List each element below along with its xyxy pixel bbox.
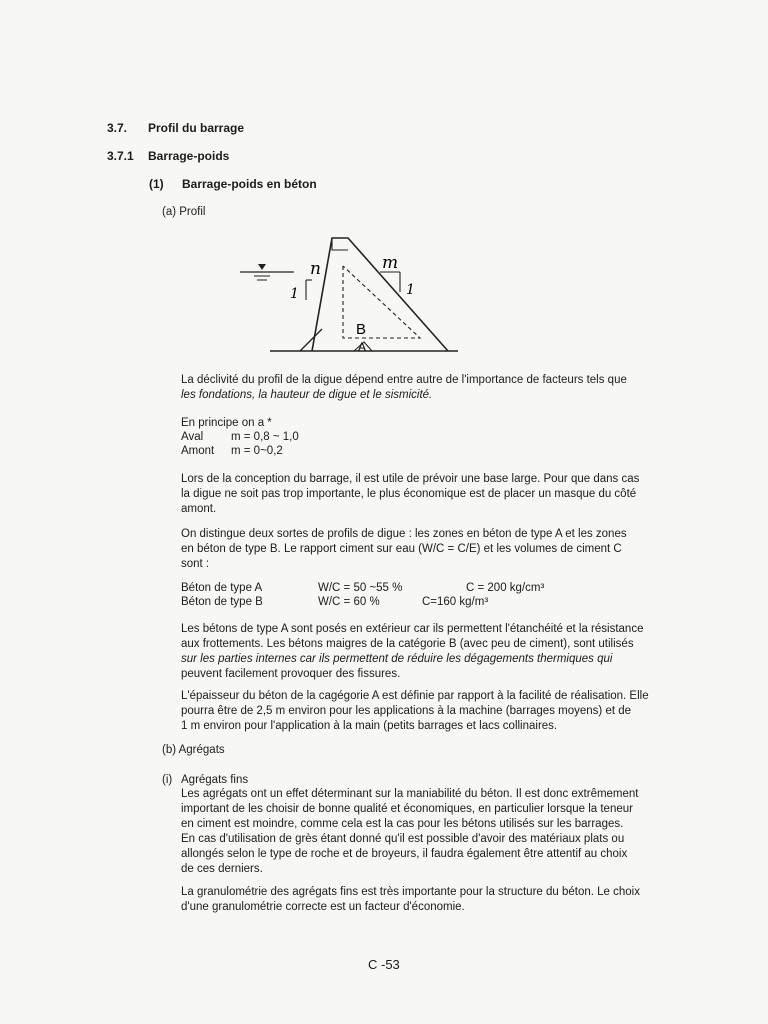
label-n: n bbox=[310, 259, 321, 279]
subsection-1-title: Barrage-poids en béton bbox=[182, 177, 317, 191]
principe-amont-value: m = 0~0,2 bbox=[231, 445, 283, 457]
beton-b-type: Béton de type B bbox=[181, 596, 263, 608]
paragraph-betons: Les bétons de type A sont posés en extérieur car ils permettent l'étanchéité et la résistance aux frottements. Les bétons maigres de la catégorie B (avec peu de ciment), sont utilisés sur les parties internes car ils permettent de réduire les dégagements thermiques qui peuvent facilement provoquer des fissures. bbox=[181, 623, 644, 680]
beton-a-type: Béton de type A bbox=[181, 582, 263, 594]
paragraph-conception: Lors de la conception du barrage, il est utile de prévoir une base large. Pour que dans cas la digue ne soit pas trop importante, le plus économique est de placer un masque du côté amont. bbox=[181, 473, 640, 515]
paragraph-agregats: Les agrégats ont un effet déterminant sur la maniabilité du béton. Il est donc extrêmement important de les choisir de bonne qualité et économiques, en particulier lorsque la teneur en ciment est moindre, comme cela est la cas pour les bétons utilisés sur les barrages. En cas d'utilisation de grès étant donné qu'il est possible d'avoir des matériaux plats ou allongés selon le type de roche et de broyeurs, il faudra également être attentif au choix de ces derniers. bbox=[181, 788, 639, 875]
page-number: C -53 bbox=[368, 957, 400, 972]
item-b-agregats: (b) Agrégats bbox=[162, 744, 225, 756]
paragraph-epaisseur: L'épaisseur du béton de la cagégorie A est définie par rapport à la facilité de réalisation. Elle pourra être de 2,5 m environ pour les applications à la machine (barrages moyens) et de 1 m environ pour l'application à la main (petits barrages et lacs collinaires. bbox=[181, 690, 649, 732]
section-3-7-title: Profil du barrage bbox=[148, 121, 245, 135]
label-A: A bbox=[358, 340, 367, 354]
label-m: m bbox=[382, 253, 399, 273]
beton-a-c: C = 200 kg/cm³ bbox=[466, 582, 545, 594]
label-1-right: 1 bbox=[406, 282, 415, 298]
principe-amont-label: Amont bbox=[181, 445, 215, 457]
item-a-profil: (a) Profil bbox=[162, 206, 206, 218]
beton-a-wc: W/C = 50 ~55 % bbox=[318, 582, 403, 594]
beton-b-wc: W/C = 60 % bbox=[318, 596, 380, 608]
principe-intro: En principe on a * bbox=[181, 417, 272, 429]
dam-profile-diagram bbox=[230, 228, 470, 358]
principe-aval-value: m = 0,8 ~ 1,0 bbox=[231, 431, 299, 443]
subsection-1-number: (1) bbox=[149, 177, 164, 191]
label-B: B bbox=[356, 321, 367, 338]
section-3-7-1-title: Barrage-poids bbox=[148, 149, 230, 163]
principe-aval-label: Aval bbox=[181, 431, 204, 443]
section-3-7-1-number: 3.7.1 bbox=[107, 149, 134, 163]
paragraph-distingue: On distingue deux sortes de profils de digue : les zones en béton de type A et les zones en béton de type B. Le rapport ciment sur eau (W/C = C/E) et les volumes de ciment C sont : bbox=[181, 528, 627, 570]
paragraph-declivite: La déclivité du profil de la digue dépend entre autre de l'importance de facteurs tels que les fondations, la hauteur de digue et le sismicité. bbox=[181, 374, 627, 401]
paragraph-granulometrie: La granulométrie des agrégats fins est très importante pour la structure du béton. Le choix d'une granulométrie correcte est un facteur d'économie. bbox=[181, 886, 640, 913]
label-1-left: 1 bbox=[290, 286, 299, 302]
item-i-title: Agrégats fins bbox=[181, 774, 249, 786]
beton-b-c: C=160 kg/m³ bbox=[422, 596, 489, 608]
item-i-number: (i) bbox=[162, 774, 173, 786]
section-3-7-number: 3.7. bbox=[107, 121, 128, 135]
